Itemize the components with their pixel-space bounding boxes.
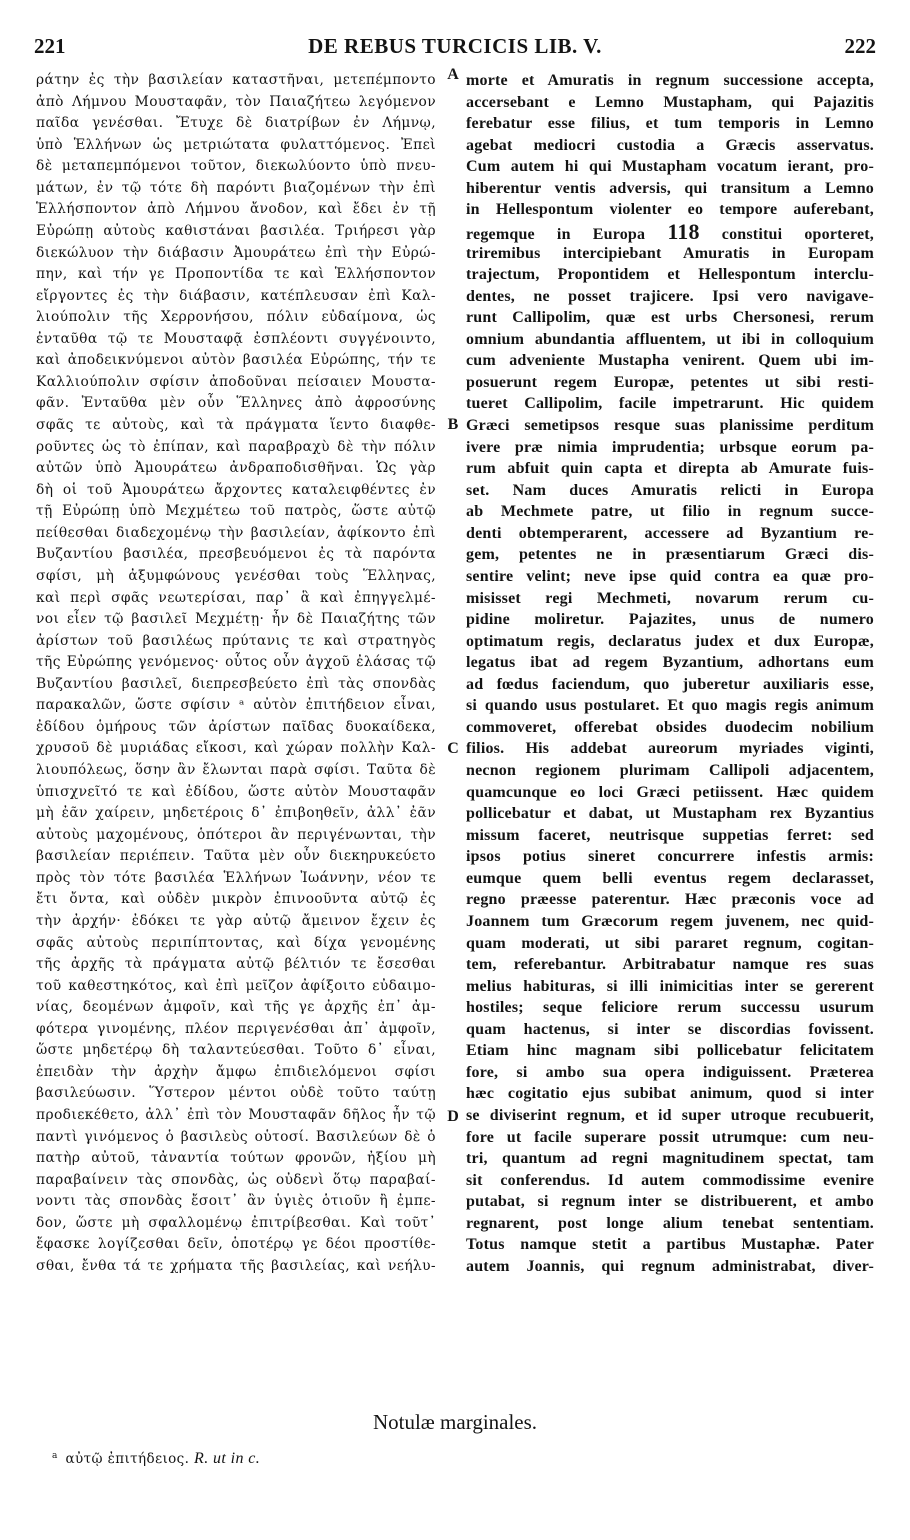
text-line: δὲ μεταπεμπόμενοι τοῦτον, διεκωλύοντο ὑπὸ πνευ- xyxy=(36,158,436,175)
text-line: se diviserint regnum, et id super utroque recubuerit, xyxy=(466,1107,874,1124)
page-number-left: 221 xyxy=(34,34,66,58)
text-line: legatus ibat ad regem Byzantium, adhortans eum xyxy=(466,654,874,672)
text-line: ad fœdus faciendum, quo juberetur auxiliaris esse, xyxy=(466,675,874,693)
text-line: εἴργοντες ἐς τὴν διάβασιν, κατέπλευσαν ἐπὶ Καλ- xyxy=(36,287,436,304)
text-line: si quando usus postularet. Et quo magis regis animum xyxy=(466,697,874,715)
text-line: Etiam hinc magnam sibi pollicebatur felicitatem xyxy=(466,1042,874,1060)
text-line: gem, petentes ne in præsentiarum Græci dis- xyxy=(466,546,874,564)
text-line: missum faceret, neutrisque suppetias ferret: sed xyxy=(466,826,874,844)
section-marker-b: B xyxy=(447,416,459,433)
text-line: διεκώλυον τὴν διάβασιν Ἀμουράτεω ἐπὶ τὴν Εὐρώ- xyxy=(36,244,436,261)
text-line: sentire velint; neve ipse quid contra ea quæ pro- xyxy=(466,567,874,585)
text-line: ivere præ nimia imprudentia; urbsque eorum pa- xyxy=(466,438,874,456)
text-line: triremibus intercipiebant Amuratis in Europam xyxy=(466,244,874,262)
text-line: παντὶ γινόμενος ὁ βασιλεὺς οὑτοσί. Βασιλεύων δὲ ὁ xyxy=(36,1128,436,1145)
text-line: trajectum, Propontidem et Hellespontum interclu- xyxy=(466,266,874,284)
text-line: τῆς Εὐρώπης γενόμενος· οὗτος οὖν ἀγχοῦ ἐλάσας τῷ xyxy=(36,654,436,671)
text-line: Ἑλλήσποντον ἀπὸ Λήμνου ἄνοδον, καὶ ἔδει ἐν τῇ xyxy=(36,201,436,218)
text-line: φότερα γινομένης, πλέον περιγενέσθαι ἀπ᾽ ἀμφοῖν, xyxy=(36,1020,436,1037)
text-line: χρυσοῦ δὲ μυριάδας εἴκοσι, καὶ χώραν πολλὴν Καλ- xyxy=(36,740,436,757)
running-head xyxy=(34,34,876,64)
text-line: in Hellespontum violenter eo tempore auferebant, xyxy=(466,201,874,219)
text-line: σθαι, ἔνθα τά τε χρήματα τῆς βασιλείας, καὶ νεήλυ- xyxy=(36,1257,436,1274)
text-line: καὶ ἀποδεικνύμενοι αὐτὸν βασιλέα Εὐρώπης, τήν τε xyxy=(36,352,436,369)
footnote-latin: R. ut in c. xyxy=(194,1450,261,1467)
section-marker-d: D xyxy=(447,1108,459,1125)
text-line: ab Mechmete patre, ut filio in regnum succe- xyxy=(466,503,874,521)
text-line: Cum autem hi qui Mustapham vocatum ierant, pro- xyxy=(466,158,874,176)
text-line: ἀρίστων τοῦ βασιλέως πρύτανις τε καὶ στρατηγὸς xyxy=(36,632,436,649)
text-line: ὑπὸ Ἑλλήνων ὡς μετριώτατα φυλαττόμενος. Ἐπεὶ xyxy=(36,136,436,153)
text-line: ὑπισχνεῖτό τε καὶ ἐδίδου, ὥστε αὐτὸν Μουσταφᾶν xyxy=(36,783,436,800)
text-line: λιουπόλεως, ὅσην ἂν ἔλωνται παρὰ σφίσι. Ταῦτα δὲ xyxy=(36,762,436,778)
text-line: μάτων, ἐν τῷ τότε δὴ παρόντι βιαζομένων τὴν ἐπὶ xyxy=(36,179,436,196)
text-line: putabat, si regnum inter se distribuerent, et ambo xyxy=(466,1193,874,1211)
greek-text-column xyxy=(36,70,436,1278)
text-line: agebat mediocri custodia a Græcis asservatus. xyxy=(466,136,874,154)
section-marker-c: C xyxy=(447,740,459,757)
text-line: καὶ περὶ σφᾶς νεωτερίσαι, παρ᾽ ἃ καὶ ἐπηγγελμέ- xyxy=(36,589,436,606)
text-line: παραβαίνειν τὰς σπονδὰς, ὡς οὐδενὶ ὅτῳ παραβαί- xyxy=(36,1171,436,1188)
text-line: τῆς ἀρχῆς τὰ πράγματα αὐτῷ βέλτιόν τε ἔσεσθαι xyxy=(36,956,436,973)
text-line: quam moderati, ut sibi pararet regnum, cogitan- xyxy=(466,934,874,952)
text-line: dentes, ne posset trajicere. Ipsi vero navigave- xyxy=(466,287,874,305)
text-line: αὐτοὺς μαχομένους, ὁπότεροι ἂν περιγένωνται, τὴν xyxy=(36,826,436,843)
text-line: προδιεκέθετο, ἀλλ᾽ ἐπὶ τὸν Μουσταφᾶν δῆλος ἦν τῷ xyxy=(36,1107,436,1123)
text-line: ἐπειδὰν τὴν ἀρχὴν ἄμφω ἐπιδιελόμενοι σφίσι xyxy=(36,1063,436,1080)
text-line: παρακαλῶν, ὥστε σφίσιν ᵃ αὐτὸν ἐπιτήδειον εἶναι, xyxy=(36,697,436,714)
text-line: Καλλιούπολιν σφίσιν ἀποδοῦναι πείσαιεν Μουστα- xyxy=(36,373,436,390)
text-line: misisset regi Mechmeti, novarum rerum cu- xyxy=(466,589,874,607)
text-line: βασιλεύωσιν. Ὕστερον μέντοι οὐδὲ τοῦτο ταύτῃ xyxy=(36,1085,436,1102)
text-line: hiberentur ventis adversis, qui transitum a Lemno xyxy=(466,179,874,197)
text-line xyxy=(466,221,874,243)
text-line: filios. His addebat aureorum myriades viginti, xyxy=(466,740,874,758)
text-line: eumque quem belli eventus regem declarasset, xyxy=(466,869,874,887)
text-line: Joannem tum Græcorum regem juvenem, nec quid- xyxy=(466,912,874,930)
text-line: hæc cogitatio ejus subibat animum, quod si inter xyxy=(466,1085,874,1103)
text-line: τοῦ καθεστηκότος, καὶ ἐπὶ μεῖζον ἀφίξοιτο εὐδαιμο- xyxy=(36,977,436,994)
text-line: βασιλείαν περιέπειν. Ταῦτα μὲν οὖν διεκηρυκεύετο xyxy=(36,848,436,865)
text-segment: constitui oporteret, xyxy=(699,225,874,243)
text-line: λιούπολιν τῆς Χερρονήσου, πόλιν εὐδαίμονα, ὡς xyxy=(36,309,436,326)
text-line: omnium abundantia affluentem, ut ibi in colloquium xyxy=(466,330,874,348)
text-line: αὐτῶν ὑπὸ Ἀμουράτεω ἀνδραποδισθῆναι. Ὡς γὰρ xyxy=(36,460,436,477)
text-line: quam hactenus, si inter se discordias fovissent. xyxy=(466,1020,874,1038)
text-line: ἐδίδου ὁμήρους τῶν ἀρίστων παῖδας δυοκαίδεκα, xyxy=(36,718,436,735)
latin-text-column xyxy=(466,70,874,1278)
text-line: runt Callipolim, quæ est urbs Chersonesi, rerum xyxy=(466,309,874,327)
footnote xyxy=(52,1450,260,1468)
text-line: morte et Amuratis in regnum successione accepta, xyxy=(466,72,874,89)
text-line: σφίσι, μὴ ἀξυμφώνους γενέσθαι τοὺς Ἕλληνας, xyxy=(36,567,436,584)
text-line: regno præesse paterentur. Hæc præconis voce ad xyxy=(466,891,874,909)
text-line: ροῦντες ὡς τὸ ἐπίπαν, καὶ παραβραχὺ δὲ τὴν πόλιν xyxy=(36,438,436,455)
text-line: πείθεσθαι διαδεχομένῳ τὴν βασιλείαν, ἀφίκοντο ἐπὶ xyxy=(36,524,436,541)
text-line: fore ut facile superare possit utrumque: cum neu- xyxy=(466,1128,874,1146)
text-line: ἀπὸ Λήμνου Μουσταφᾶν, τὸν Παιαζήτεω λεγόμενον xyxy=(36,93,436,110)
text-line: ἔφασκε λογίζεσθαι δεῖν, ὁποτέρῳ γε δέοι προστίθε- xyxy=(36,1236,436,1253)
text-line: δὴ οἱ τοῦ Ἀμουράτεω ἄρχοντες καταλειφθέντες ἐν xyxy=(36,481,436,498)
text-line: ὥστε μηδετέρῳ δὴ ταλαντεύεσθαι. Τοῦτο δ᾽ εἶναι, xyxy=(36,1042,436,1059)
text-line: rum abfuit quin capta et direpta ab Amurate fuis- xyxy=(466,460,874,478)
text-line: ἐνταῦθα τῷ τε Μουσταφᾷ ἐσπλέοντι συγγένοιντο, xyxy=(36,330,436,347)
text-line: posuerunt regem Europæ, petentes ut sibi resti- xyxy=(466,373,874,391)
text-line: σφᾶς αὐτοὺς περιπίπτοντας, καὶ δίχα γενομένης xyxy=(36,934,436,951)
text-line: Βυζαντίου βασιλεῖ, διεπρεσβεύετο ἐπὶ τὰς σπονδὰς xyxy=(36,675,436,692)
text-line: regnarent, post longe alium tenebat sententiam. xyxy=(466,1214,874,1232)
text-line: φᾶν. Ἐνταῦθα μὲν οὖν Ἕλληνες ἀπὸ ἀφροσύνης xyxy=(36,395,436,412)
text-line: πην, καὶ τήν γε Προποντίδα τε καὶ Ἑλλήσποντον xyxy=(36,266,436,283)
text-line: δον, ὥστε μὴ σφαλλομένῳ ἐπιτρίβεσθαι. Καὶ τοῦτ᾽ xyxy=(36,1214,436,1231)
text-line: necnon regionem plurimam Callipoli adjacentem, xyxy=(466,762,874,779)
text-line: optimatum regis, declaratus judex et dux Europæ, xyxy=(466,632,874,650)
text-line: μὴ ἐᾶν χαίρειν, μηδετέροις δ᾽ ἐπιβοηθεῖν, ἀλλ᾽ ἐᾶν xyxy=(36,805,436,822)
text-line: commoveret, offerebat obsides duodecim nobilium xyxy=(466,718,874,736)
text-line: τὴν ἀρχήν· ἐδόκει τε γὰρ αὐτῷ ἄμεινον ἔχειν ἐς xyxy=(36,912,436,929)
text-line: πρὸς τὸν τότε βασιλέα Ἑλλήνων Ἰωάννην, νέον τε xyxy=(36,869,436,886)
text-line: τῇ Εὐρώπῃ ὑπὸ Μεχμέτεω τοῦ πατρὸς, ὥστε αὐτῷ xyxy=(36,503,436,520)
text-line: pollicebatur et dabat, ut Mustapham rex Byzantius xyxy=(466,805,874,823)
text-line: ράτην ἐς τὴν βασιλείαν καταστῆναι, μετεπέμποντο xyxy=(36,72,436,88)
text-line: hostiles; seque feliciore rerum successu usurum xyxy=(466,999,874,1017)
text-line: quamcunque eo loci Græci petiissent. Hæc quidem xyxy=(466,783,874,801)
text-line: tueret Callipolim, facile impetrarunt. Hic quidem xyxy=(466,395,874,413)
text-line: νοντι τὰς σπονδὰς ἔσοιτ᾽ ἂν ὑγιὲς ὁτιοῦν ἢ ἐμπε- xyxy=(36,1193,436,1210)
text-line: Βυζαντίου βασιλέα, πρεσβευόμενοι ἐς τὰ παρόντα xyxy=(36,546,436,563)
page-title: DE REBUS TURCICIS LIB. V. xyxy=(308,34,602,58)
text-line: sit conferendus. Id autem commodissime evenire xyxy=(466,1171,874,1189)
footnote-greek: αὐτῷ ἐπιτήδειος. xyxy=(65,1451,190,1467)
text-line: Græci semetipsos resque suas planissime perditum xyxy=(466,417,874,434)
text-line: cum adveniente Mustapha venirent. Quem ubi im- xyxy=(466,352,874,370)
text-line: accersebant e Lemno Mustapham, qui Pajazitis xyxy=(466,93,874,111)
text-line: ferebatur esse filius, et tum temporis in Lemno xyxy=(466,115,874,133)
page-number-right: 222 xyxy=(844,34,876,58)
text-line: Totus namque stetit a partibus Mustaphæ. Pater xyxy=(466,1236,874,1254)
text-line: tem, referebantur. Arbitrabatur namque res suas xyxy=(466,956,874,974)
section-marker-a: A xyxy=(447,66,459,83)
text-line: σφᾶς τε αὐτοὺς, καὶ τὰ πράγματα ἵεντο διαφθε- xyxy=(36,417,436,433)
text-line: autem Joannis, qui regnum administrabat, diver- xyxy=(466,1257,874,1275)
text-line: denti obtemperarent, accessere ad Byzantium re- xyxy=(466,524,874,542)
text-line: set. Nam duces Amuratis relicti in Europa xyxy=(466,481,874,499)
text-line: νίας, δεομένων ἀμφοῖν, καὶ τῆς γε ἀρχῆς ἐπ᾽ ἀμ- xyxy=(36,999,436,1016)
text-line: pidine moliretur. Pajazites, unus de numero xyxy=(466,611,874,629)
text-line: Εὐρώπῃ αὐτοὺς καθιστάναι βασιλέα. Τριήρεσι γὰρ xyxy=(36,222,436,239)
inline-page-number: 118 xyxy=(667,220,700,243)
text-line: παῖδα γενέσθαι. Ἔτυχε δὲ διατρίβων ἐν Λήμνῳ, xyxy=(36,115,436,132)
text-segment: regemque in Europa xyxy=(466,225,668,243)
text-line: πατὴρ αὐτοῦ, τἀναντία τούτων φρονῶν, ἠξίου μὴ xyxy=(36,1150,436,1167)
text-line: ἔτι ὄντα, καὶ οὐδὲν μικρὸν ἐπινοοῦντα αὐτῷ ἐς xyxy=(36,891,436,908)
text-line: tri, quantum ad regni magnitudinem spectat, tam xyxy=(466,1150,874,1168)
text-line: νοι εἶεν τῷ βασιλεῖ Μεχμέτῃ· ἦν δὲ Παιαζήτης τῶν xyxy=(36,611,436,628)
footnotes-heading: Notulæ marginales. xyxy=(372,1410,538,1434)
footnote-marker: a xyxy=(52,1450,58,1461)
text-line: fore, si ambo sua opera indiguissent. Præterea xyxy=(466,1063,874,1081)
text-line: ipsos potius sineret concurrere infestis armis: xyxy=(466,848,874,866)
text-line: melius habituras, si illi inimicitias inter se gererent xyxy=(466,977,874,995)
